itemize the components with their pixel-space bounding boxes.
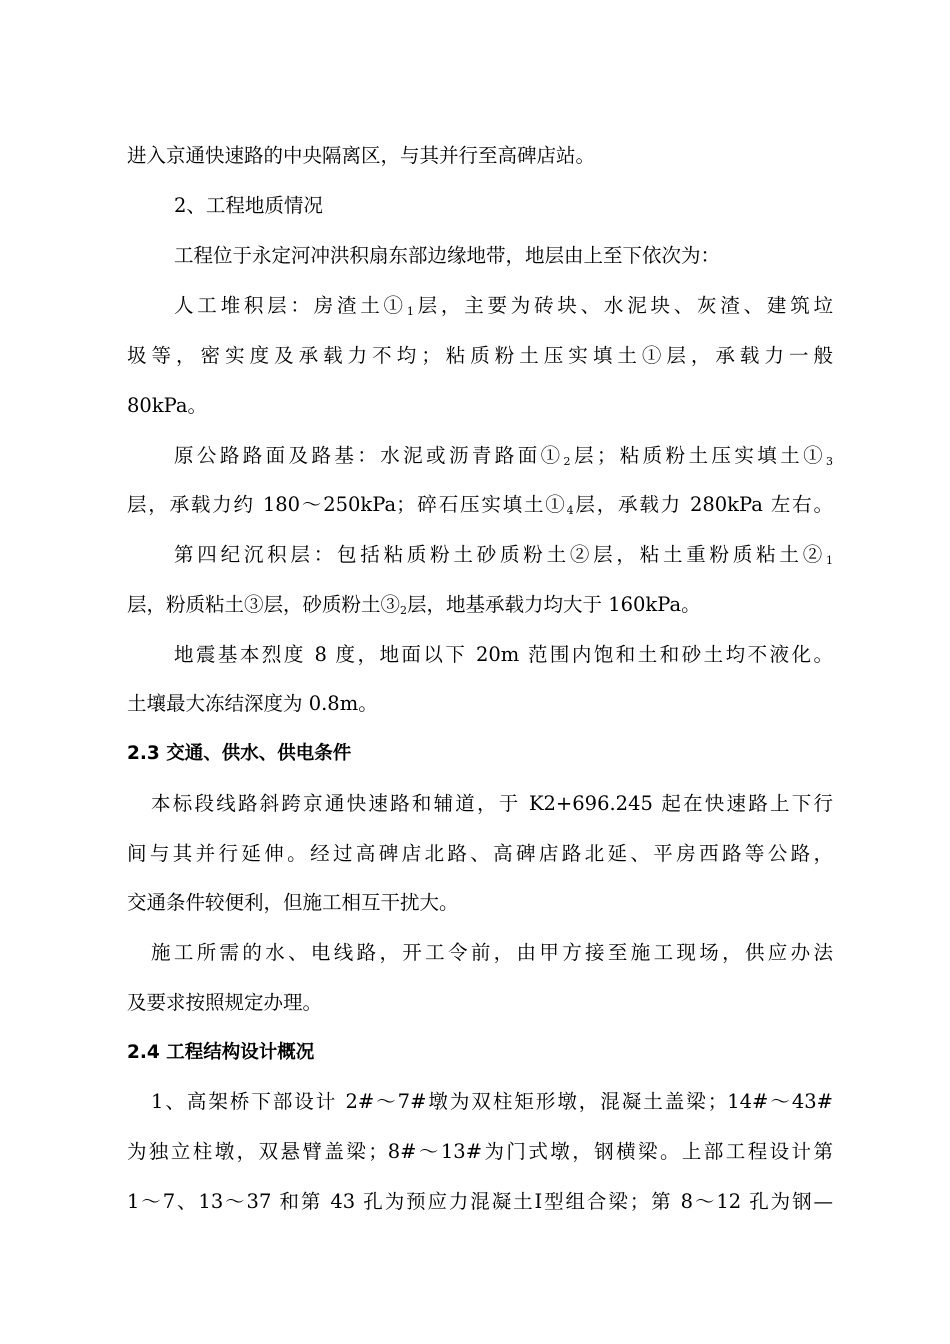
body-line: 土壤最大冻结深度为 0.8m。 xyxy=(127,692,378,715)
body-line: 地震基本烈度 8 度，地面以下 20m 范围内饱和土和砂土均不液化。 xyxy=(174,643,833,666)
body-line: 及要求按照规定办理。 xyxy=(127,991,323,1014)
body-line: 人工堆积层：房渣土$①_1$层，主要为砖块、水泥块、灰渣、建筑垃 xyxy=(174,294,833,318)
body-line: 进入京通快速路的中央隔离区，与其并行至高碑店站。 xyxy=(127,144,596,167)
body-line: 施工所需的水、电线路，开工令前，由甲方接至施工现场，供应办法 xyxy=(151,941,833,964)
body-line: 层，粉质粘土③层，砂质粉土$③_2$层，地基承载力均大于 160kPa。 xyxy=(127,593,701,617)
body-line: 为独立柱墩，双悬臂盖梁；8#～13#为门式墩，钢横梁。上部工程设计第 xyxy=(127,1140,833,1163)
body-line: 第四纪沉积层：包括粘质粉土砂质粉土②层，粘土重粉质粘土$②_1$ xyxy=(174,543,833,567)
body-line: 交通条件较便利，但施工相互干扰大。 xyxy=(127,891,459,914)
body-line: 间与其并行延伸。经过高碑店北路、高碑店路北延、平房西路等公路， xyxy=(127,842,833,865)
body-line: 圾等，密实度及承载力不均；粘质粉土压实填土①层，承载力一般 xyxy=(127,344,833,367)
body-line: 工程位于永定河冲洪积扇东部边缘地带，地层由上至下依次为： xyxy=(174,244,721,267)
body-line: 1、高架桥下部设计 2#～7#墩为双柱矩形墩，混凝土盖梁；14#～43# xyxy=(151,1090,833,1113)
body-line: 层，承载力约 180～250kPa；碎石压实填土$①_4$层，承载力 280kPa 左右。 xyxy=(127,493,833,517)
section-heading: 2.3 交通、供水、供电条件 xyxy=(127,743,352,764)
body-line: 80kPa。 xyxy=(127,394,207,417)
subsection-title: 2、工程地质情况 xyxy=(174,194,323,217)
body-line: 本标段线路斜跨京通快速路和辅道，于 K2+696.245 起在快速路上下行 xyxy=(151,792,833,815)
section-heading: 2.4 工程结构设计概况 xyxy=(127,1042,315,1063)
body-line: 原公路路面及路基：水泥或沥青路面$①_2$层；粘质粉土压实填土$①_3$ xyxy=(174,444,833,468)
body-line: 1～7、13～37 和第 43 孔为预应力混凝土Ⅰ型组合梁；第 8～12 孔为钢— xyxy=(127,1190,833,1213)
